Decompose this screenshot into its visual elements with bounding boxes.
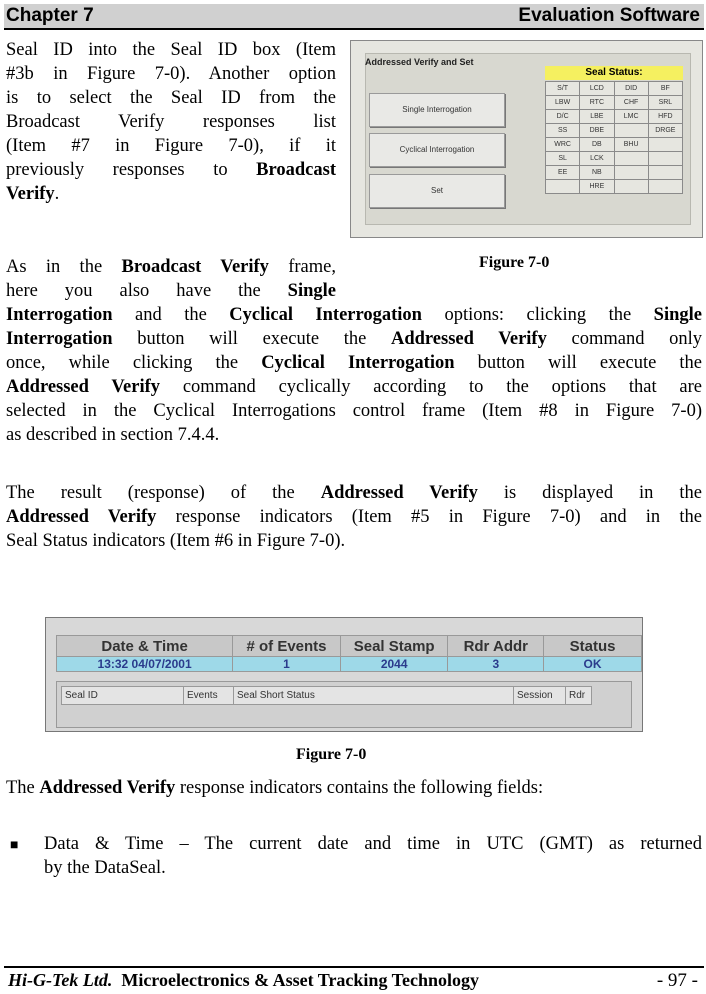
seal-status-indicator: LMC xyxy=(614,110,648,124)
list-column-header: Session xyxy=(513,686,568,705)
seal-status-indicator xyxy=(648,180,682,194)
column-header: Status xyxy=(544,636,642,657)
figure-caption-2: Figure 7-0 xyxy=(296,746,367,763)
response-table xyxy=(56,635,642,672)
seal-status-indicator: CHF xyxy=(614,96,648,110)
bullet-text-line: Data & Time – The current date and time in UTC (GMT) as returned xyxy=(44,834,702,854)
text-line: is to select the Seal ID from the xyxy=(6,88,336,108)
chapter-label: Chapter 7 xyxy=(6,5,94,26)
column-header: # of Events xyxy=(233,636,341,657)
seal-status-indicator: DRGE xyxy=(648,124,682,138)
seal-status-indicator: SL xyxy=(546,152,580,166)
text-line: Interrogation and the Cyclical Interrogation options: clicking the Single xyxy=(6,305,702,325)
list-column-header: Events xyxy=(183,686,236,705)
text-line: Seal Status indicators (Item #6 in Figure 7-0). xyxy=(6,531,346,551)
table-cell: 2044 xyxy=(340,657,448,672)
column-header: Seal Stamp xyxy=(340,636,448,657)
text-line: once, while clicking the Cyclical Interrogation button will execute the xyxy=(6,353,702,373)
text-line: Addressed Verify command cyclically according to the options that are xyxy=(6,377,702,397)
seal-status-row xyxy=(546,82,683,96)
seal-status-indicator: WRC xyxy=(546,138,580,152)
text-line: Verify. xyxy=(6,184,60,204)
seal-status-row xyxy=(546,166,683,180)
page-header xyxy=(4,4,704,30)
seal-status-indicator: DBE xyxy=(580,124,614,138)
page-number: - 97 - xyxy=(656,970,698,991)
text-line: Interrogation button will execute the Addressed Verify command only xyxy=(6,329,703,349)
seal-status-indicator: LBE xyxy=(580,110,614,124)
page-footer xyxy=(4,966,704,994)
text-line: Broadcast Verify responses list xyxy=(6,112,336,132)
seal-status-indicator: LCD xyxy=(580,82,614,96)
table-cell: 1 xyxy=(233,657,341,672)
seal-status-row xyxy=(546,96,683,110)
seal-status-indicator: BHU xyxy=(614,138,648,152)
seal-list-header xyxy=(56,681,632,728)
fields-intro: The Addressed Verify response indicators contains the following fields: xyxy=(6,778,544,798)
seal-status-indicator xyxy=(648,166,682,180)
seal-status-indicator: LBW xyxy=(546,96,580,110)
seal-status-indicator: HFD xyxy=(648,110,682,124)
table-row xyxy=(57,657,642,672)
addressed-verify-figure xyxy=(350,40,703,238)
text-line: here you also have the Single xyxy=(6,281,336,301)
response-indicators-figure xyxy=(45,617,643,732)
seal-status-indicator: LCK xyxy=(580,152,614,166)
seal-status-grid xyxy=(545,81,683,194)
text-line: Seal ID into the Seal ID box (Item xyxy=(6,40,336,60)
text-line: as described in section 7.4.4. xyxy=(6,425,220,445)
seal-status-indicator xyxy=(614,152,648,166)
seal-status-indicator: EE xyxy=(546,166,580,180)
seal-status-title: Seal Status: xyxy=(545,66,683,80)
list-column-header: Seal Short Status xyxy=(233,686,568,705)
seal-status-row xyxy=(546,180,683,194)
footer-company: Hi-G-Tek Ltd. Microelectronics & Asset Tracking Technology xyxy=(8,970,479,990)
bullet-text-line: by the DataSeal. xyxy=(44,858,166,878)
seal-status-indicator: NB xyxy=(580,166,614,180)
text-line: Addressed Verify response indicators (Item #5 in Figure 7-0) and in the xyxy=(6,507,702,527)
text-line: As in the Broadcast Verify frame, xyxy=(6,257,336,277)
seal-status-indicator: BF xyxy=(648,82,682,96)
list-column-header: Rdr xyxy=(565,686,592,705)
cyclical-interrogation-button: Cyclical Interrogation xyxy=(369,133,505,167)
set-button: Set xyxy=(369,174,505,208)
seal-status-indicator: SRL xyxy=(648,96,682,110)
bullet-icon: ■ xyxy=(10,838,19,853)
text-line: #3b in Figure 7-0). Another option xyxy=(6,64,336,84)
seal-status-indicator xyxy=(648,152,682,166)
seal-status-indicator: S/T xyxy=(546,82,580,96)
seal-status-indicator: HRE xyxy=(580,180,614,194)
seal-status-row xyxy=(546,152,683,166)
text-line: The result (response) of the Addressed Verify is displayed in the xyxy=(6,483,702,503)
table-cell: 3 xyxy=(448,657,544,672)
single-interrogation-button: Single Interrogation xyxy=(369,93,505,127)
table-header-row xyxy=(57,636,642,657)
text-line: previously responses to Broadcast xyxy=(6,160,336,180)
seal-status-indicator xyxy=(546,180,580,194)
seal-status-indicator xyxy=(648,138,682,152)
figure-caption: Figure 7-0 xyxy=(479,254,550,271)
column-header: Rdr Addr xyxy=(448,636,544,657)
seal-status-indicator: SS xyxy=(546,124,580,138)
table-cell: OK xyxy=(544,657,642,672)
text-line: (Item #7 in Figure 7-0), if it xyxy=(6,136,336,156)
seal-status-indicator: DB xyxy=(580,138,614,152)
seal-status-indicator xyxy=(614,124,648,138)
table-cell: 13:32 04/07/2001 xyxy=(57,657,233,672)
seal-status-row xyxy=(546,124,683,138)
seal-status-row xyxy=(546,138,683,152)
seal-status-row xyxy=(546,110,683,124)
seal-status-indicator: RTC xyxy=(580,96,614,110)
group-title: Addressed Verify and Set xyxy=(365,57,474,67)
text-line: selected in the Cyclical Interrogations control frame (Item #8 in Figure 7-0) xyxy=(6,401,702,421)
seal-status-indicator: DID xyxy=(614,82,648,96)
seal-status-indicator xyxy=(614,180,648,194)
seal-status-indicator xyxy=(614,166,648,180)
seal-status-indicator: D/C xyxy=(546,110,580,124)
section-label: Evaluation Software xyxy=(518,5,700,26)
list-column-header: Seal ID xyxy=(61,686,184,705)
column-header: Date & Time xyxy=(57,636,233,657)
